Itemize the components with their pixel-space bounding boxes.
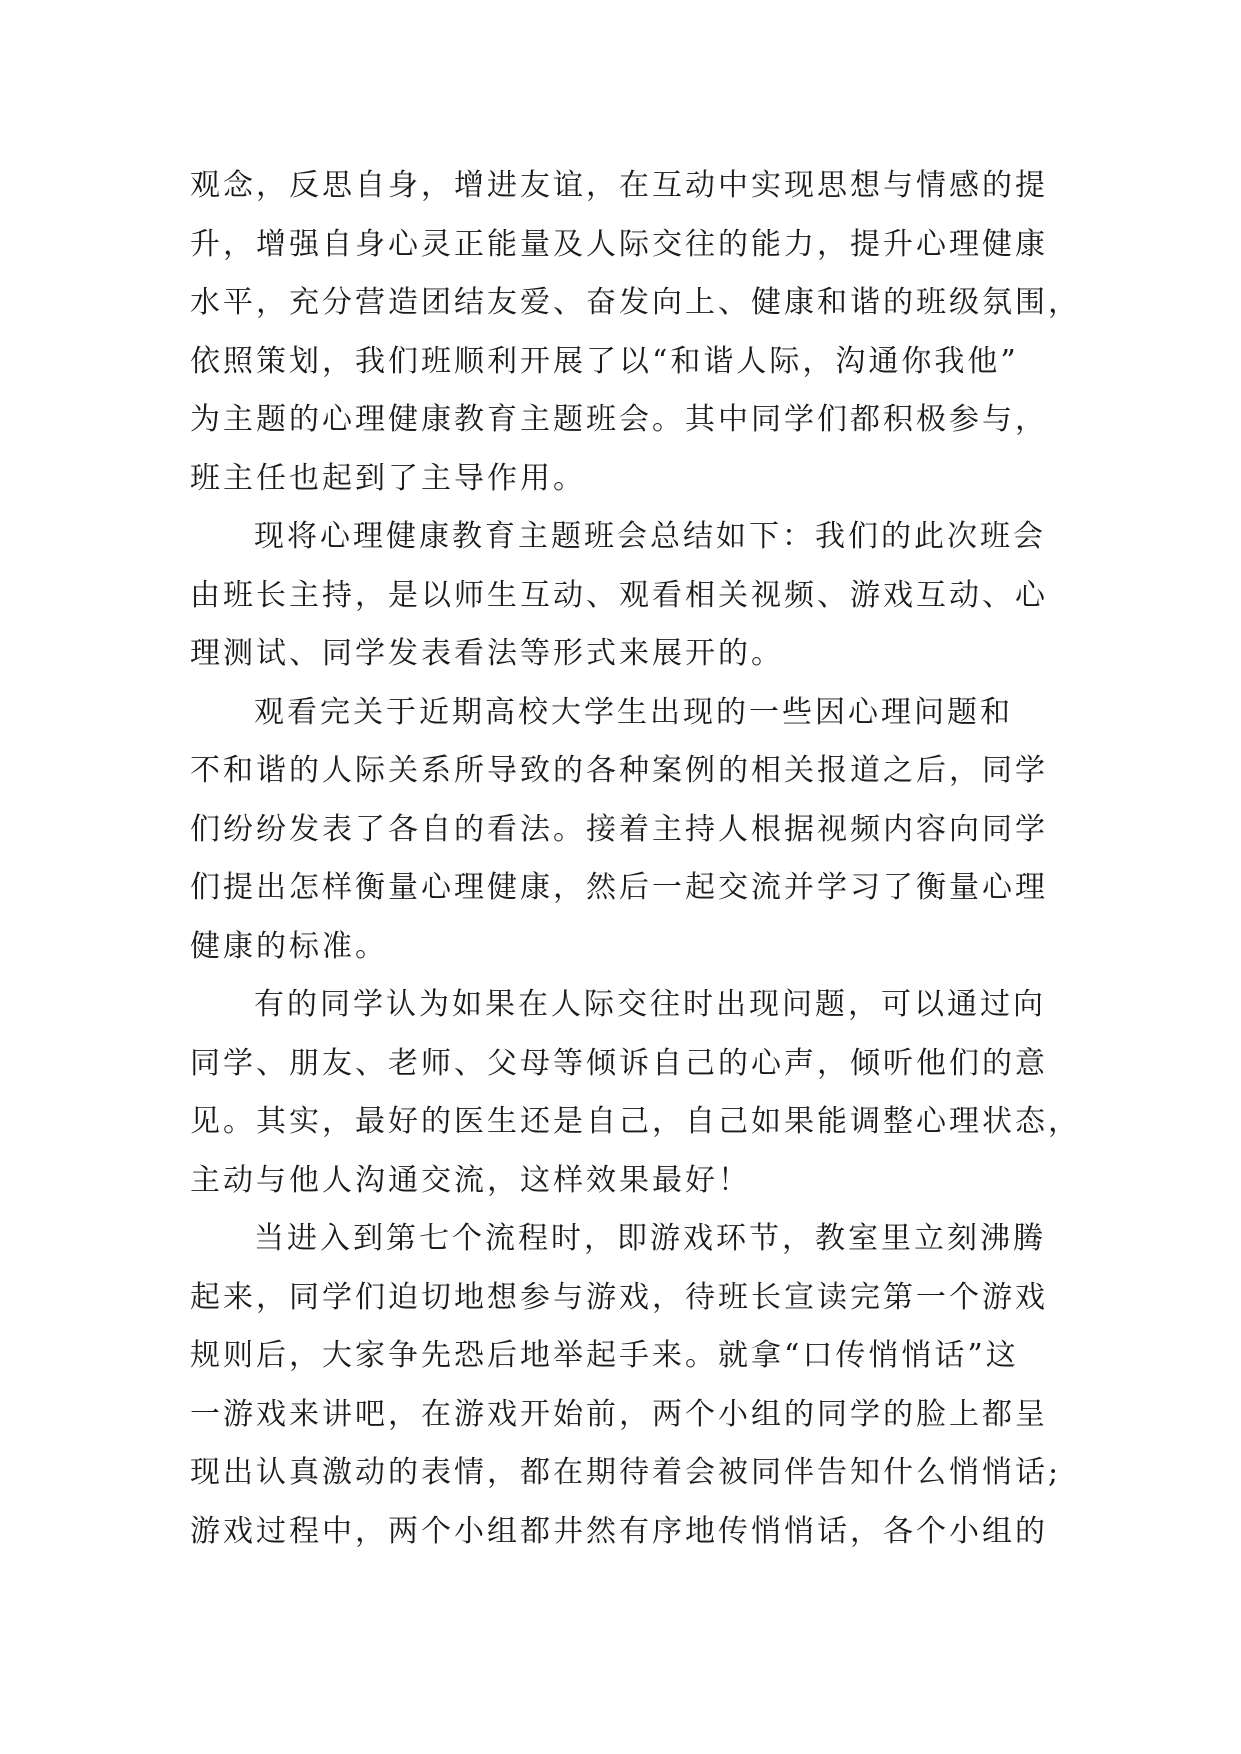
document-body [190,157,1081,1561]
text-line: 观看完关于近期高校大学生出现的一些因心理问题和 [254,694,1013,730]
text-line: 现出认真激动的表情，都在期待着会被同伴告知什么悄悄话; [190,1455,1062,1490]
text-line: 升，增强自身心灵正能量及人际交往的能力，提升心理健康 [190,226,1048,262]
text-line: 水平，充分营造团结友爱、奋发向上、健康和谐的班级氛围， [190,285,1081,320]
text-line: 不和谐的人际关系所导致的各种案例的相关报道之后，同学 [190,753,1048,788]
text-line: 观念，反思自身，增进友谊，在互动中实现思想与情感的提 [190,168,1048,203]
text-line: 们提出怎样衡量心理健康，然后一起交流并学习了衡量心理 [190,870,1048,905]
text-line: 现将心理健康教育主题班会总结如下：我们的此次班会 [254,519,1046,554]
text-line: 为主题的心理健康教育主题班会。其中同学们都积极参与， [190,402,1048,437]
text-line: 同学、朋友、老师、父母等倾诉自己的心声，倾听他们的意 [190,1045,1048,1081]
text-line: 健康的标准。 [190,928,388,964]
text-line: 当进入到第七个流程时，即游戏环节，教室里立刻沸腾 [254,1221,1046,1256]
text-line: 见。其实，最好的医生还是自己，自己如果能调整心理状态， [190,1104,1081,1139]
text-line: 班主任也起到了主导作用。 [190,460,586,496]
text-line: 由班长主持，是以师生互动、观看相关视频、游戏互动、心 [190,577,1048,613]
text-line: 理测试、同学发表看法等形式来展开的。 [190,636,784,671]
text-line: 主动与他人沟通交流，这样效果最好！ [190,1162,751,1198]
text-line: 有的同学认为如果在人际交往时出现问题，可以通过向 [254,987,1046,1022]
text-line: 起来，同学们迫切地想参与游戏，待班长宣读完第一个游戏 [190,1279,1048,1315]
text-line: 依照策划，我们班顺利开展了以“和谐人际，沟通你我他” [190,343,1019,379]
text-line: 一游戏来讲吧，在游戏开始前，两个小组的同学的脸上都呈 [190,1396,1048,1432]
text-line: 规则后，大家争先恐后地举起手来。就拿“口传悄悄话”这 [190,1338,1019,1373]
text-line: 游戏过程中，两个小组都井然有序地传悄悄话，各个小组的 [190,1513,1048,1549]
text-line: 们纷纷发表了各自的看法。接着主持人根据视频内容向同学 [190,811,1048,847]
